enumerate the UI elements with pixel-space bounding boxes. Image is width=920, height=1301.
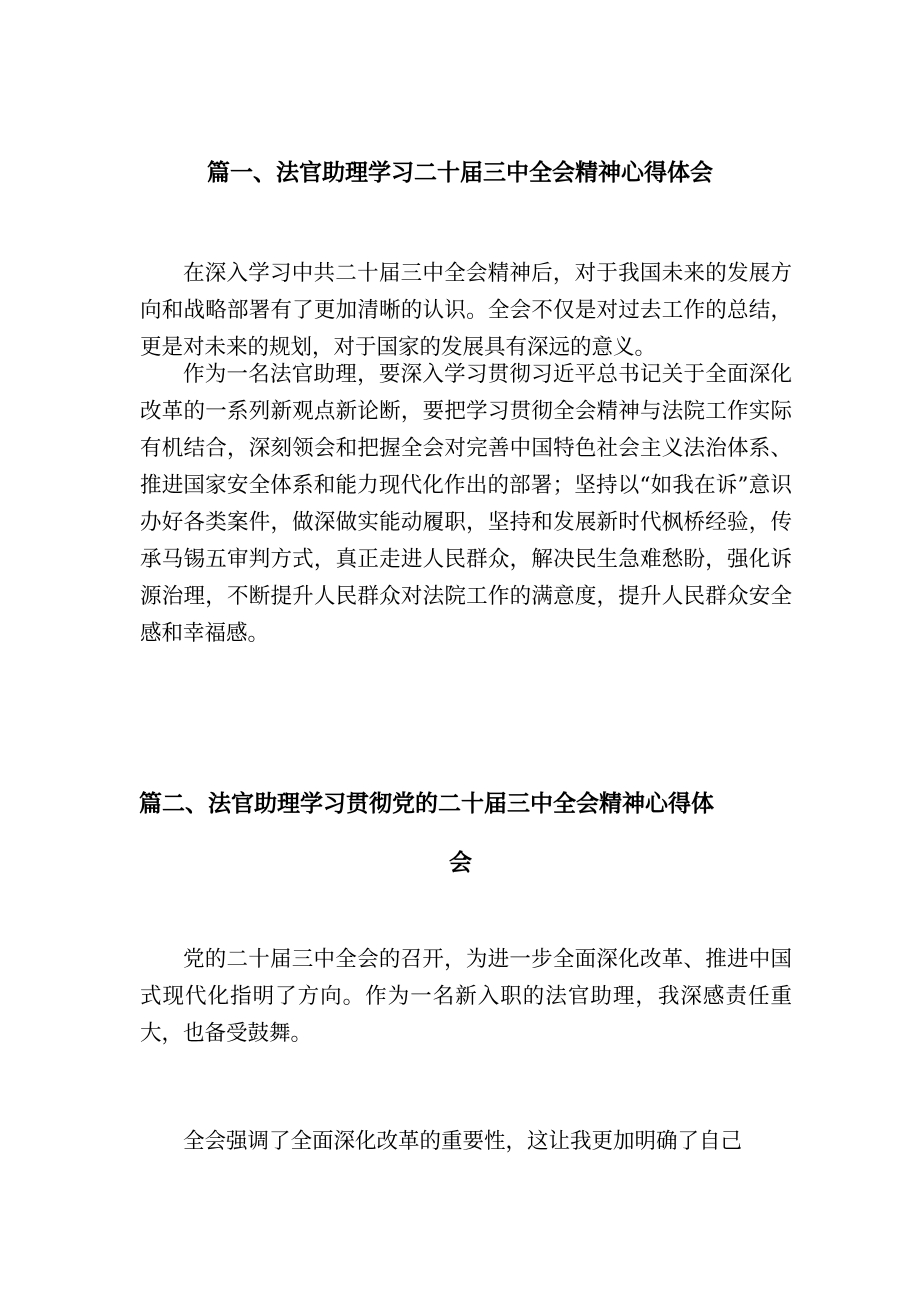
section-two-title-line-2: 会 <box>449 850 472 876</box>
section-one-title: 篇一、法官助理学习二十届三中全会精神心得体会 <box>207 160 713 186</box>
section-one-paragraph-2: 作为一名法官助理，要深入学习贯彻习近平总书记关于全面深化改革的一系列新观点新论断，要把学习贯彻全会精神与法院工作实际有机结合，深刻领会和把握全会对完善中国特色社会主义法治体系、推进国家安全体系和能力现代化作出的部署；坚持以“如我在诉”意识办好各类案件，做深做实能动履职，坚持和发展新时代枫桥经验，传承马锡五审判方式，真正走进人民群众，解决民生急难愁盼，强化诉源治理，不断提升人民群众对法院工作的满意度，提升人民群众安全感和幸福感。 <box>140 362 792 646</box>
section-two-title-line-1: 篇二、法官助理学习贯彻党的二十届三中全会精神心得体 <box>139 791 714 817</box>
section-two-paragraph-1: 党的二十届三中全会的召开，为进一步全面深化改革、推进中国式现代化指明了方向。作为一名新入职的法官助理，我深感责任重大，也备受鼓舞。 <box>140 947 792 1046</box>
section-one-paragraph-1: 在深入学习中共二十届三中全会精神后，对于我国未来的发展方向和战略部署有了更加清晰的认识。全会不仅是对过去工作的总结，更是对未来的规划，对于国家的发展具有深远的意义。 <box>140 261 792 360</box>
section-two-paragraph-2: 全会强调了全面深化改革的重要性，这让我更加明确了自己 <box>183 1129 743 1154</box>
